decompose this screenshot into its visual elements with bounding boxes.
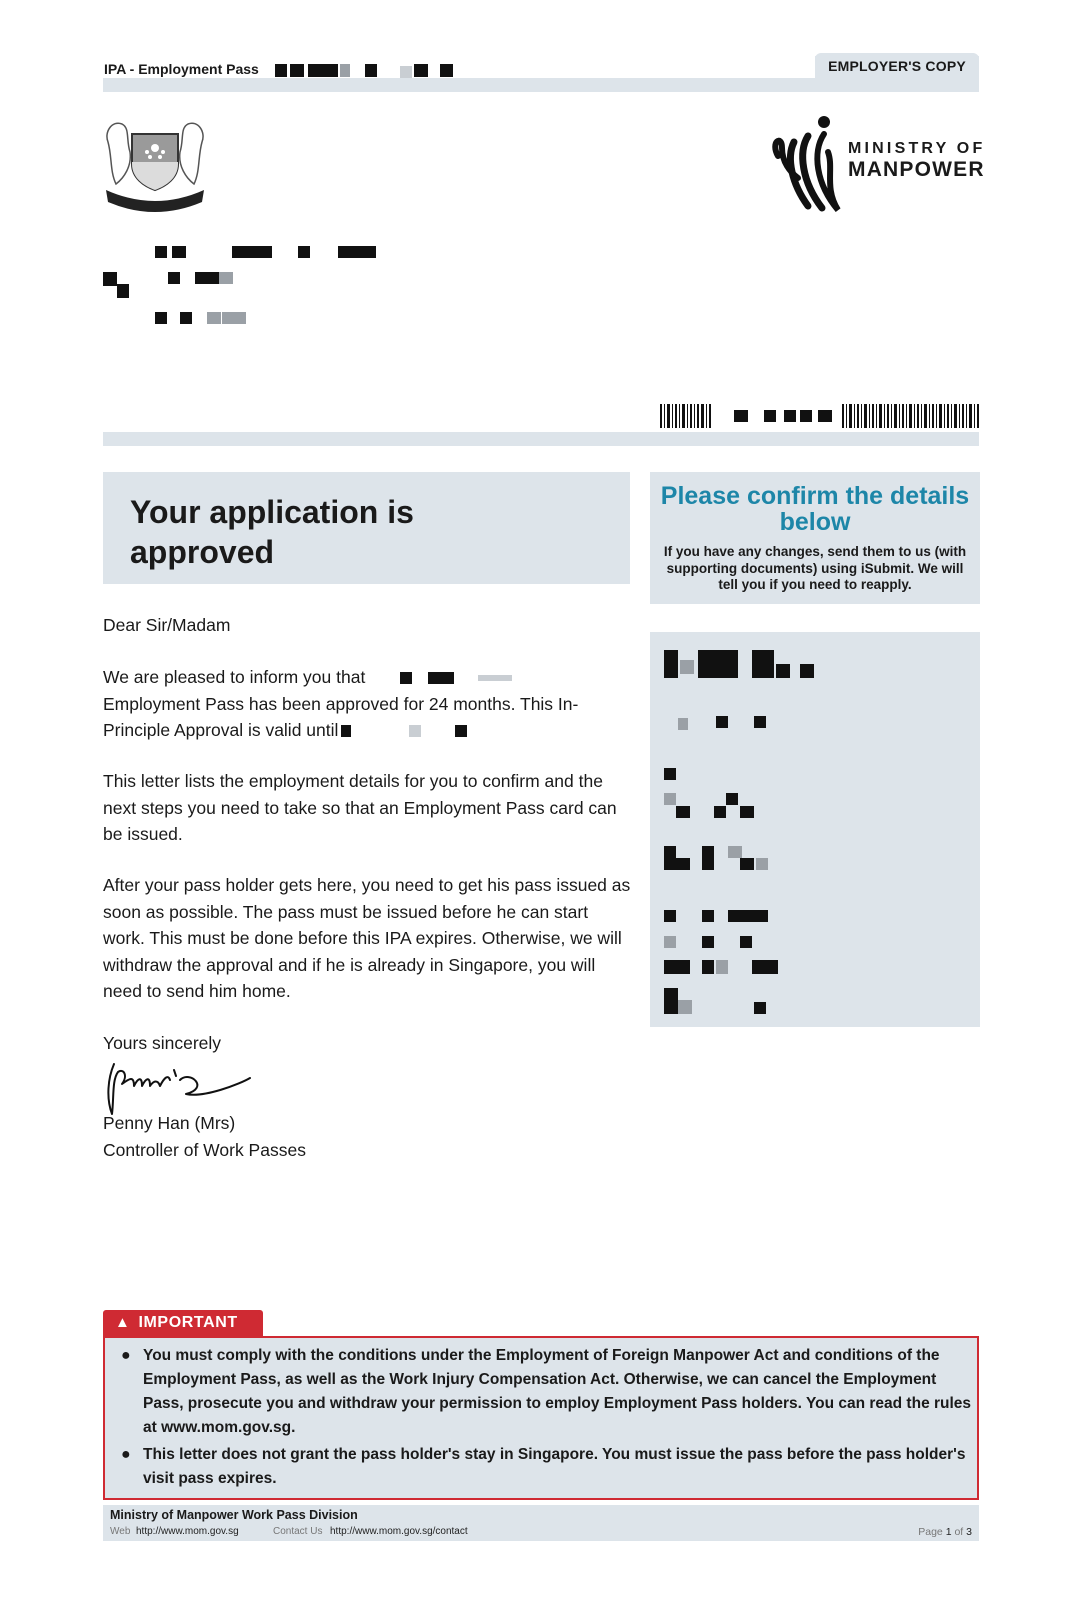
paragraph-approval bbox=[103, 664, 633, 744]
redaction bbox=[702, 936, 714, 948]
redaction bbox=[664, 793, 676, 805]
redaction bbox=[664, 910, 676, 922]
redaction bbox=[698, 650, 738, 678]
redaction bbox=[664, 846, 676, 858]
redaction bbox=[180, 312, 192, 324]
redaction bbox=[664, 768, 676, 780]
redaction bbox=[428, 672, 454, 684]
redaction bbox=[455, 725, 467, 737]
redaction bbox=[275, 64, 287, 77]
redaction bbox=[752, 650, 774, 678]
redaction bbox=[290, 64, 304, 77]
redaction bbox=[117, 284, 129, 298]
redaction bbox=[103, 272, 117, 286]
redaction bbox=[155, 312, 167, 324]
redaction bbox=[728, 910, 768, 922]
redaction bbox=[726, 793, 738, 805]
paragraph-next-steps: After your pass holder gets here, you need to get his pass issued as soon as possible. The pass must be issued before he can start work. This must be done before this IPA expires. Otherwise, we will withdraw the approval and if he is already in Singapore, you will need to send him home. bbox=[103, 875, 631, 1001]
redaction bbox=[678, 718, 688, 730]
redaction bbox=[740, 936, 752, 948]
redaction bbox=[409, 725, 421, 737]
redaction bbox=[664, 988, 678, 1014]
redaction bbox=[740, 858, 754, 870]
redaction bbox=[664, 650, 678, 678]
redaction bbox=[754, 1002, 766, 1014]
singapore-crest-icon bbox=[100, 112, 210, 212]
redaction bbox=[664, 858, 690, 870]
bullet-icon: ● bbox=[121, 1446, 131, 1463]
important-bullet: ● This letter does not grant the pass holder's stay in Singapore. You must issue the pass before the pass holder's visit pass expires. bbox=[143, 1443, 973, 1491]
redaction bbox=[664, 960, 690, 974]
signer-name: Penny Han (Mrs) bbox=[103, 1113, 236, 1133]
footer-contact-label: Contact Us bbox=[273, 1526, 323, 1537]
redaction bbox=[714, 806, 726, 818]
redaction bbox=[414, 64, 428, 77]
confirm-instructions: If you have any changes, send them to us (with supporting documents) using iSubmit. We will tell you if you need to reapply. bbox=[663, 544, 967, 592]
redaction bbox=[740, 806, 754, 818]
logo-text-line2: MANPOWER bbox=[848, 158, 985, 181]
redaction bbox=[172, 246, 186, 258]
paragraph-details: This letter lists the employment details for you to confirm and the next steps you need to take so that an Employment Pass card can be issued. bbox=[103, 771, 617, 844]
redaction bbox=[341, 725, 351, 737]
redaction bbox=[676, 806, 690, 818]
redaction bbox=[478, 675, 512, 681]
redaction bbox=[664, 936, 676, 948]
footer-web-link[interactable]: http://www.mom.gov.sg bbox=[136, 1526, 239, 1537]
signature-icon bbox=[100, 1058, 260, 1118]
redaction bbox=[155, 246, 167, 258]
redaction bbox=[365, 64, 377, 77]
barcode-icon bbox=[660, 404, 980, 428]
employers-copy-tab: EMPLOYER'S COPY bbox=[815, 53, 979, 85]
footer-contact-link[interactable]: http://www.mom.gov.sg/contact bbox=[330, 1526, 468, 1537]
redaction bbox=[219, 272, 233, 284]
redaction bbox=[298, 246, 310, 258]
redaction bbox=[776, 664, 790, 678]
salutation: Dear Sir/Madam bbox=[103, 615, 231, 635]
redaction bbox=[308, 64, 338, 77]
confirm-title: Please confirm the details below bbox=[660, 482, 970, 536]
redaction bbox=[754, 716, 766, 728]
redaction bbox=[716, 960, 728, 974]
barcode-band bbox=[103, 432, 979, 446]
approval-title: Your application is approved bbox=[130, 494, 414, 570]
redaction bbox=[207, 312, 221, 324]
important-tab bbox=[103, 1310, 263, 1336]
redaction bbox=[716, 716, 728, 728]
closing: Yours sincerely bbox=[103, 1033, 222, 1053]
redaction bbox=[702, 846, 714, 870]
redaction bbox=[440, 64, 453, 77]
redaction bbox=[702, 960, 714, 974]
redaction bbox=[168, 272, 180, 284]
redaction bbox=[752, 960, 778, 974]
paragraph-approval-part2: Employment Pass has been approved for 24 months. This In-Principle Approval is valid until bbox=[103, 693, 579, 740]
redaction bbox=[400, 66, 412, 78]
footer-organization: Ministry of Manpower Work Pass Division bbox=[110, 1508, 358, 1522]
redaction bbox=[195, 272, 219, 284]
paragraph-approval-part1: We are pleased to inform you that bbox=[103, 667, 366, 687]
redaction bbox=[702, 910, 714, 922]
redaction bbox=[800, 664, 814, 678]
redaction bbox=[728, 846, 742, 858]
redaction bbox=[680, 660, 694, 674]
redaction bbox=[232, 246, 272, 258]
redaction bbox=[222, 312, 246, 324]
footer-web-label: Web bbox=[110, 1526, 131, 1537]
redaction bbox=[678, 1000, 692, 1014]
signer-title: Controller of Work Passes bbox=[103, 1140, 306, 1160]
page-indicator: Page 1 of 3 bbox=[918, 1526, 972, 1538]
important-label: IMPORTANT bbox=[138, 1314, 238, 1331]
logo-text-line1: MINISTRY OF bbox=[848, 140, 986, 157]
document-title: IPA - Employment Pass bbox=[104, 61, 259, 77]
important-bullet: ● You must comply with the conditions under the Employment of Foreign Manpower Act and conditions of the Employment Pass, as well as the Work Injury Compensation Act. Otherwise, we can cancel the Employment Pass, prosecute you and withdraw your permission to employ Employment Pass holders. You can read the rules at www.mom.gov.sg. bbox=[143, 1344, 973, 1440]
redaction bbox=[340, 64, 350, 77]
redaction bbox=[756, 858, 768, 870]
bullet-icon: ● bbox=[121, 1347, 131, 1364]
redaction bbox=[338, 246, 376, 258]
warning-icon: ▲ bbox=[115, 1314, 131, 1331]
redaction bbox=[400, 672, 412, 684]
employment-details-panel bbox=[650, 632, 980, 1027]
